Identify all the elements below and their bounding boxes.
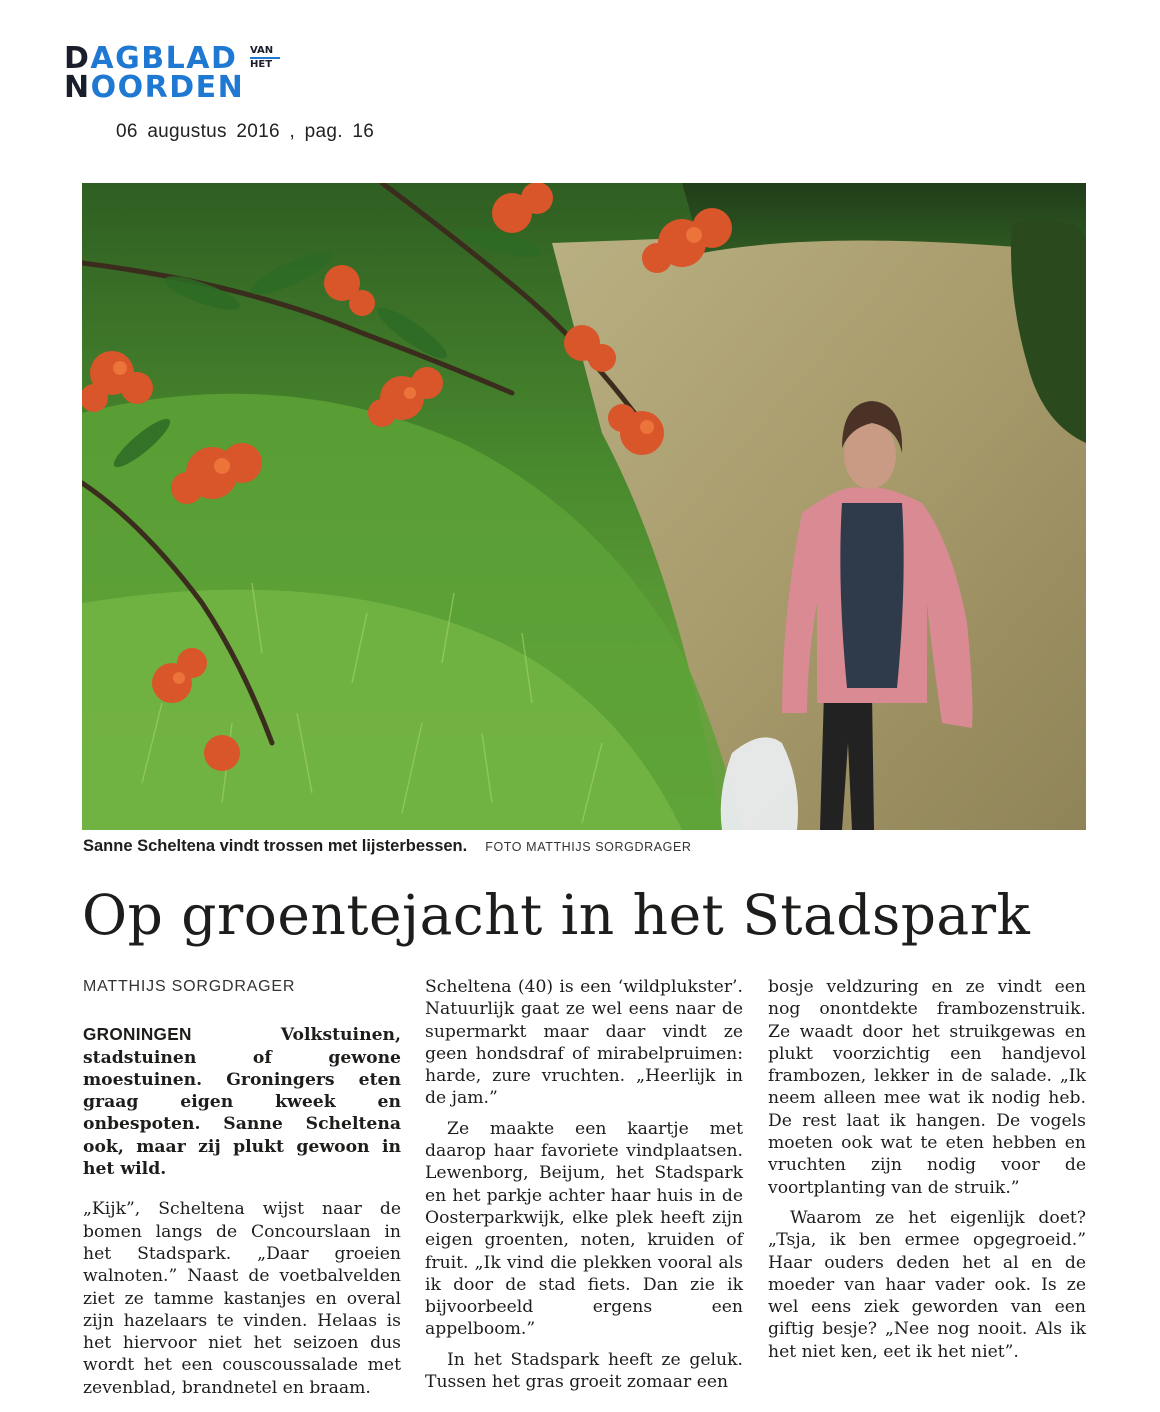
paragraph-4: In het Stadspark heeft ze geluk. Tussen het gras groeit zomaar een	[425, 1349, 743, 1393]
newspaper-logo	[64, 41, 284, 105]
byline: MATTHIJS SORGDRAGER	[83, 978, 296, 995]
lead-text: Volkstuinen, stadstuinen of gewone moestuinen. Groningers eten graag eigen kweek en onbespoten. Sanne Scheltena ook, maar zij plukt gewoon in het wild.	[83, 1025, 401, 1180]
paragraph-4-continued: bosje veldzuring en ze vindt een nog onontdekte frambozenstruik. Ze waadt door het struikgewas en plukt voorzichtig een handjevol frambozen, lekker in de salade. „Ik neem alleen mee wat ik nodig heb. De rest laat ik hangen. De vogels moeten ook wat te eten hebben en vruchten zijn nodig voor de voortplanting van de struik.”	[768, 977, 1086, 1198]
caption-text: Sanne Scheltena vindt trossen met lijsterbessen.	[83, 837, 468, 855]
paragraph-5: Waarom ze het eigenlijk doet? „Tsja, ik ben ermee opgegroeid.” Haar ouders deden het al en de moeder van haar vader ook. Is ze wel eens ziek geworden van een giftig besje? „Nee nog nooit. Als ik het niet ken, eet ik het niet”.	[768, 1207, 1086, 1362]
paragraph-1: „Kijk”, Scheltena wijst naar de bomen langs de Concourslaan in het Stadspark. „Daar groeien walnoten.” Naast de voetbalvelden ziet ze tamme kastanjes en overal zijn hazelaars te vinden. Helaas is het hiervoor niet het seizoen dus wordt het een couscoussalade met zevenblad, brandnetel en braam.	[83, 1199, 401, 1398]
article-column-3	[768, 976, 1086, 1363]
logo-van-het: VAN HET	[250, 46, 282, 70]
paragraph-2: Scheltena (40) is een ‘wildplukster’. Natuurlijk gaat ze wel eens naar de supermarkt maar daar vindt ze geen hondsdraf of mirabelpruimen: harde, zure vruchten. „Heerlijk in de jam.”	[425, 977, 743, 1109]
article-photo	[82, 183, 1086, 830]
photo-credit: FOTO MATTHIJS SORGDRAGER	[485, 840, 692, 854]
lead-kicker: GRONINGEN	[83, 1024, 192, 1045]
article-column-1	[83, 976, 401, 1399]
article-headline: Op groentejacht in het Stadspark	[82, 883, 1031, 947]
logo-line-noorden: NOORDEN	[64, 70, 245, 105]
photo-illustration	[82, 183, 1086, 830]
paragraph-3: Ze maakte een kaartje met daarop haar favoriete vindplaatsen. Lewenborg, Beijum, het Stadspark en het parkje achter haar huis in de Oosterparkwijk, elke plek heeft zijn eigen groenten, noten, kruiden of fruit. „Ik vind die plekken vooral als ik door de stad fiets. Dan zie ik bijvoorbeeld ergens een appelboom.”	[425, 1118, 743, 1340]
publication-date: 06 augustus 2016 , pag. 16	[116, 121, 375, 142]
photo-caption	[83, 837, 692, 856]
article-lead	[83, 1023, 401, 1180]
article-column-2	[425, 976, 743, 1393]
logo-line-dagblad: DAGBLAD	[64, 41, 238, 76]
